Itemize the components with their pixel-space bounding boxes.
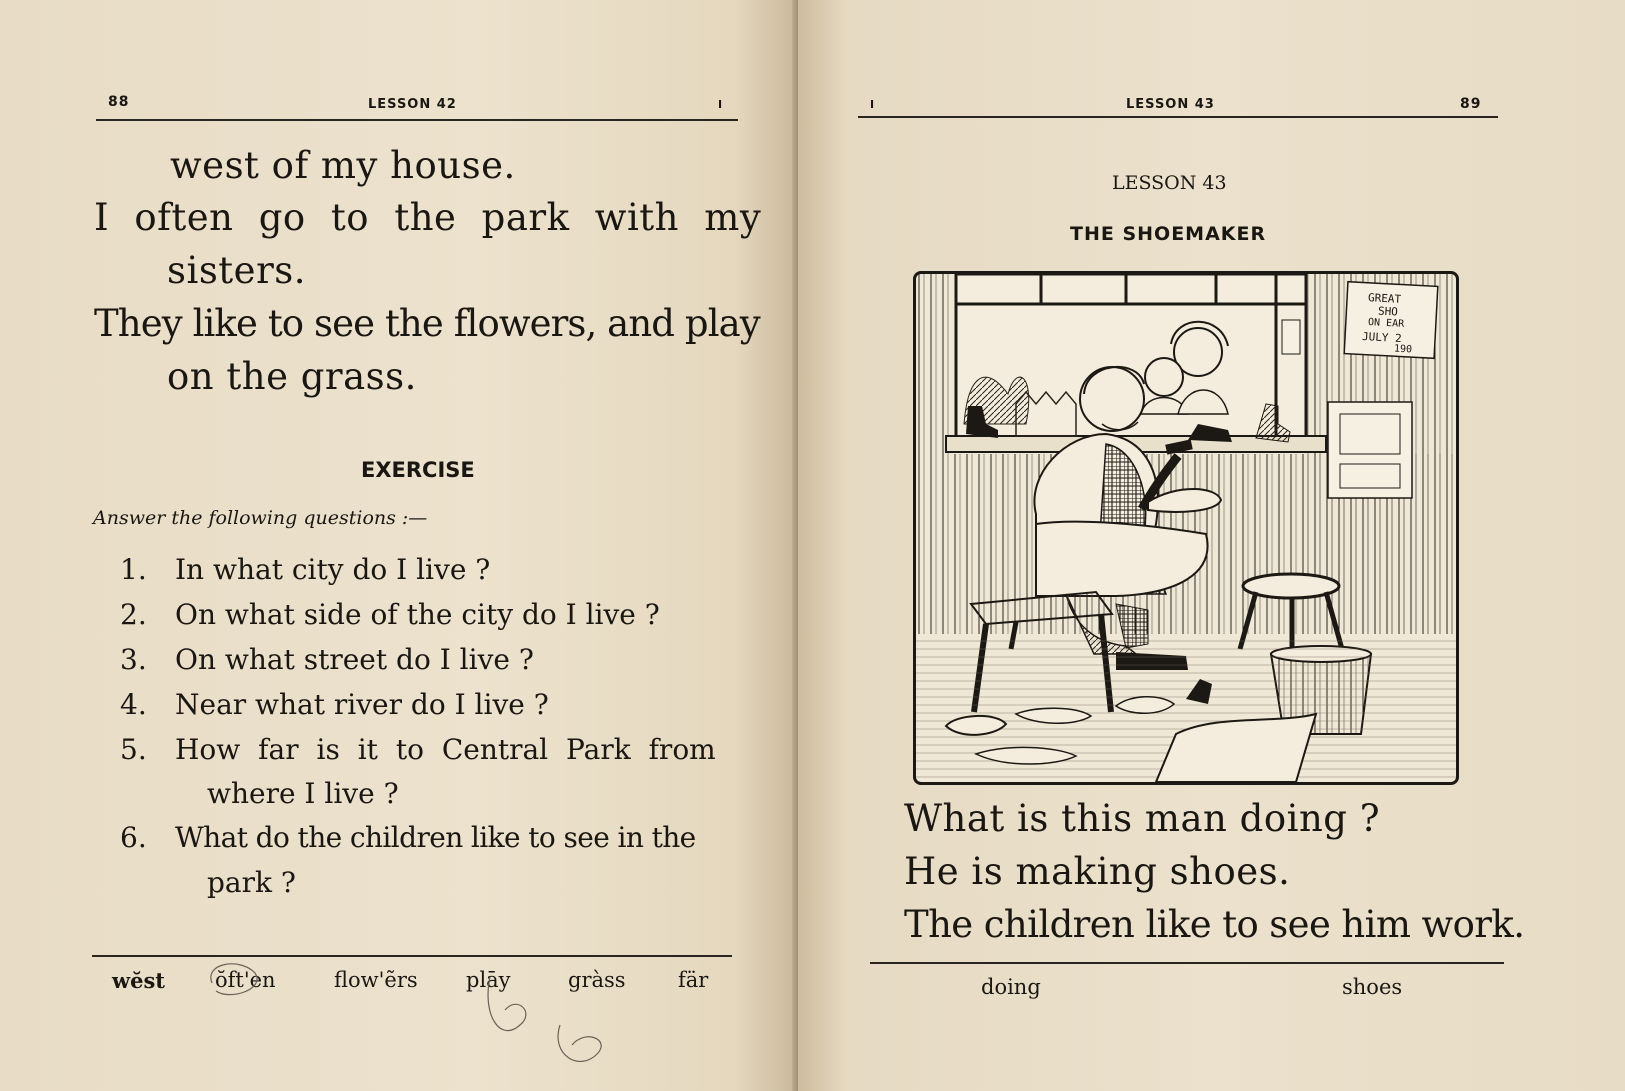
- pencil-scribbles: [200, 955, 640, 1085]
- left-page: [0, 0, 798, 1091]
- question-text-2: On what side of the city do I live ?: [175, 598, 660, 631]
- running-header-left: LESSON 42: [368, 97, 457, 112]
- sign-line-2: SHO: [1377, 304, 1399, 319]
- question-text-6-cont: park ?: [207, 866, 296, 899]
- shoemaker-drawing: [916, 274, 1456, 782]
- paragraph-line-4: They like to see the flowers, and play: [94, 302, 760, 345]
- shoemaker-illustration: [913, 271, 1459, 785]
- question-text-5: How far is it to Central Park from: [175, 733, 716, 766]
- paragraph-line-3: sisters.: [167, 249, 307, 292]
- pronunciation-doing: doing: [981, 975, 1041, 999]
- lesson-title: LESSON 43: [1112, 172, 1227, 194]
- paragraph-line-1: west of my house.: [170, 144, 516, 187]
- running-header-right: LESSON 43: [1126, 97, 1215, 112]
- question-number-3: 3.: [120, 643, 147, 676]
- story-line-2: He is making shoes.: [904, 850, 1291, 893]
- question-number-2: 2.: [120, 598, 147, 631]
- pronunciation-grass: gràss: [568, 968, 626, 992]
- pronunciation-play: plāy: [466, 968, 511, 992]
- question-number-5: 5.: [120, 733, 147, 766]
- sign-line-5: 190: [1393, 343, 1413, 356]
- question-text-6: What do the children like to see in the: [175, 821, 696, 854]
- question-number-6: 6.: [120, 821, 147, 854]
- question-text-1: In what city do I live ?: [175, 553, 491, 586]
- sign-line-3: ON EAR: [1367, 317, 1405, 330]
- pronunciation-shoes: shoes: [1342, 975, 1403, 999]
- paragraph-line-2: I often go to the park with my: [94, 196, 762, 239]
- sign-line-4: JULY 2: [1361, 329, 1403, 346]
- paragraph-line-5: on the grass.: [167, 355, 417, 398]
- footer-rule-right: [870, 962, 1504, 964]
- header-rule-left: [96, 119, 738, 121]
- pronunciation-flowers: flow'ẽrs: [334, 968, 418, 992]
- exercise-instruction: Answer the following questions :—: [93, 507, 428, 529]
- sign-line-1: GREAT: [1367, 291, 1402, 306]
- header-mark-left: I: [718, 98, 724, 111]
- header-rule-right: [858, 116, 1498, 118]
- question-number-1: 1.: [120, 553, 147, 586]
- pronunciation-far: fär: [678, 968, 709, 992]
- question-text-4: Near what river do I live ?: [175, 688, 549, 721]
- question-text-5-cont: where I live ?: [207, 777, 399, 810]
- pronunciation-west: wĕst: [112, 968, 165, 993]
- question-text-3: On what street do I live ?: [175, 643, 534, 676]
- story-title: THE SHOEMAKER: [1070, 223, 1267, 245]
- pronunciation-often: ŏft'en: [215, 968, 276, 992]
- story-line-1: What is this man doing ?: [904, 797, 1381, 840]
- story-line-3: The children like to see him work.: [904, 903, 1525, 946]
- question-number-4: 4.: [120, 688, 147, 721]
- header-mark-right: I: [870, 98, 876, 111]
- page-number-right: 89: [1460, 96, 1482, 112]
- page-number-left: 88: [108, 94, 130, 110]
- exercise-heading: EXERCISE: [361, 458, 475, 482]
